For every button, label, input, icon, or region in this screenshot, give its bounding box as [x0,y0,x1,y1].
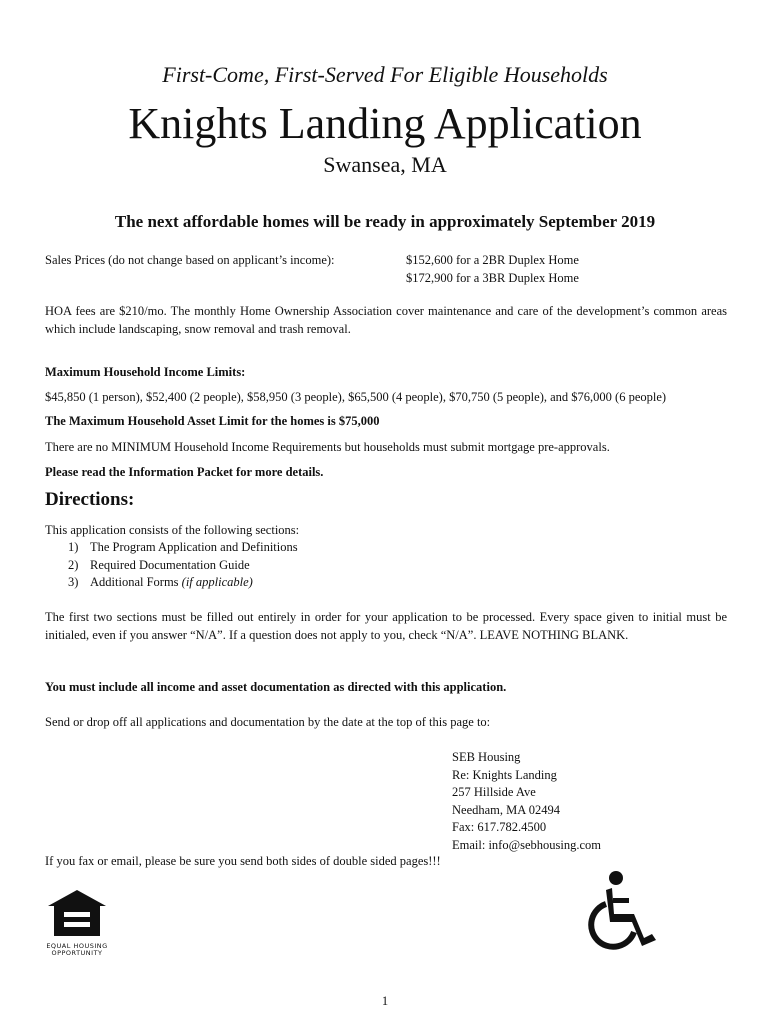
income-limits-title: Maximum Household Income Limits: [45,365,246,379]
equal-housing-house-icon [46,888,108,938]
mailing-address [452,749,601,854]
send-instructions: Send or drop off all applications and documentation by the date at the top of this page to: [45,715,491,729]
sales-prices-list [406,252,579,287]
availability-headline: The next affordable homes will be ready in approximately September 2019 [114,212,656,231]
no-minimum-note: There are no MINIMUM Household Income Requirements but households must submit mortgage pre-approvals. [45,440,610,454]
address-line: Email: info@sebhousing.com [452,837,601,852]
address-line: SEB Housing [452,750,521,764]
sections-list [68,539,298,592]
wheelchair-icon [586,870,664,952]
sales-prices-label: Sales Prices (do not change based on applicant’s income): [45,253,335,267]
address-line: Re: Knights Landing [452,767,557,782]
instructions-paragraph: The first two sections must be filled out entirely in order for your application to be processed. Every space given to initial must be initialed, even if you answer “N/A”. If a question does not apply to you, check “N/A”. LEAVE NOTHING BLANK. [45,610,727,642]
directions-intro: This application consists of the following sections: [45,523,300,537]
list-item: 2) Required Documentation Guide [68,557,250,572]
page-number: 1 [381,994,389,1008]
equal-housing-logo [46,888,108,957]
hoa-paragraph: HOA fees are $210/mo. The monthly Home Ownership Association cover maintenance and care of the development’s common areas which include landscaping, snow removal and trash removal. [45,304,727,336]
read-packet-note: Please read the Information Packet for more details. [45,465,324,479]
documentation-requirement: You must include all income and asset documentation as directed with this application. [45,680,507,694]
price-item: $152,600 for a 2BR Duplex Home [406,253,579,267]
income-limits-values: $45,850 (1 person), $52,400 (2 people), $58,950 (3 people), $65,500 (4 people), $70,750 (5 people), and $76,000 (6 people) [45,390,667,404]
page-title: Knights Landing Application [128,99,642,148]
list-item: 1) The Program Application and Definitions [68,540,298,554]
address-line: Needham, MA 02494 [452,802,560,817]
directions-heading: Directions: [45,489,135,510]
page-subtitle: First-Come, First-Served For Eligible Households [162,62,608,87]
wheelchair-accessible-logo [586,870,664,957]
address-line: 257 Hillside Ave [452,785,536,799]
list-item: 3) Additional Forms (if applicable) [68,575,253,589]
asset-limit: The Maximum Household Asset Limit for the homes is $75,000 [45,414,380,428]
price-item: $172,900 for a 3BR Duplex Home [406,270,579,285]
equal-housing-text: EQUAL HOUSING OPPORTUNITY [46,942,108,957]
fax-note: If you fax or email, please be sure you send both sides of double sided pages!!! [45,854,441,868]
address-line: Fax: 617.782.4500 [452,820,547,834]
location: Swansea, MA [323,152,447,177]
